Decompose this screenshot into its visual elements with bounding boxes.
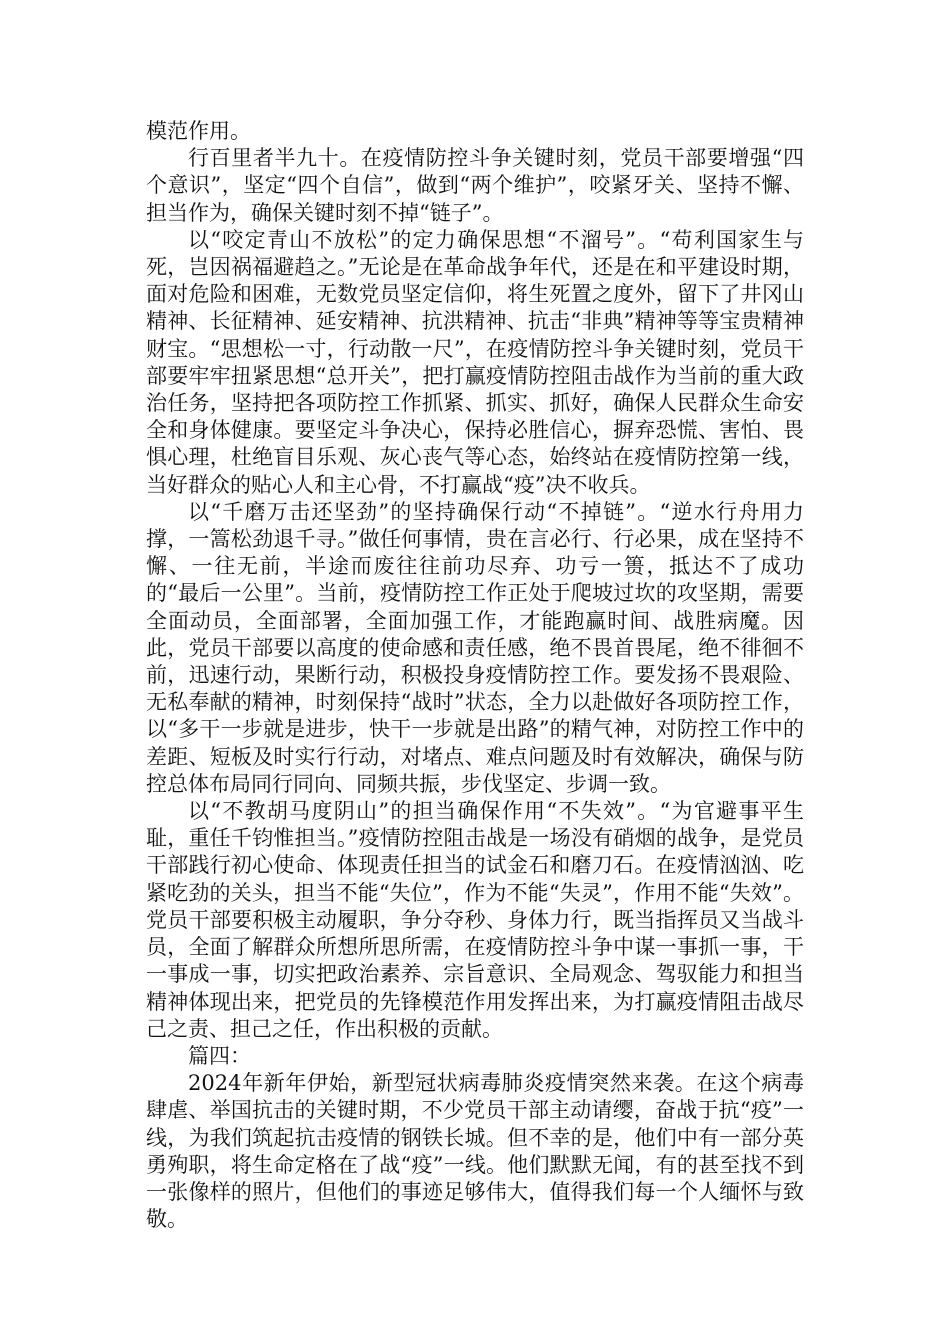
document-body: [146, 118, 804, 1233]
paragraph-1: 模范作用。: [146, 119, 251, 143]
paragraph-4: 以“千磨万击还坚劲”的坚持确保行动“不掉链”。“逆水行舟用力撑，一篙松劲退千寻。”做任何事情，贵在言必行、行必果，成在坚持不懈、一往无前，半途而废往往前功尽弃、功亏一篑，抵达不了成功的“最后一公里”。当前，疫情防控工作正处于爬坡过坎的攻坚期，需要全面动员，全面部署，全面加强工作，才能跑赢时间、战胜病魔。因此，党员干部要以高度的使命感和责任感，绝不畏首畏尾，绝不徘徊不前，迅速行动，果断行动，积极投身疫情防控工作。要发扬不畏艰险、无私奉献的精神，时刻保持“战时”状态，全力以赴做好各项防控工作，以“多干一步就是进步，快干一步就是出路”的精气神，对防控工作中的差距、短板及时实行行动，对堵点、难点问题及时有效解决，确保与防控总体布局同行同向、同频共振，步伐坚定、步调一致。: [146, 499, 804, 796]
paragraph-7: 2024年新年伊始，新型冠状病毒肺炎疫情突然来袭。在这个病毒肆虐、举国抗击的关键时期，不少党员干部主动请缨，奋战于抗“疫”一线，为我们筑起抗击疫情的钢铁长城。但不幸的是，他们中有一部分英勇殉职，将生命定格在了战“疫”一线。他们默默无闻，有的甚至找不到一张像样的照片，但他们的事迹足够伟大，值得我们每一个人缅怀与致敬。: [146, 1071, 804, 1232]
section-heading: 篇四：: [188, 1043, 251, 1068]
paragraph-3: 以“咬定青山不放松”的定力确保思想“不溜号”。“苟利国家生与死，岂因祸福避趋之。”无论是在革命战争年代，还是在和平建设时期，面对危险和困难，无数党员坚定信仰，将生死置之度外，留下了井冈山精神、长征精神、延安精神、抗洪精神、抗击“非典”精神等等宝贵精神财宝。“思想松一寸，行动散一尺”，在疫情防控斗争关键时刻，党员干部要牢牢扭紧思想“总开关”，把打赢疫情防控阻击战作为当前的重大政治任务，坚持把各项防控工作抓紧、抓实、抓好，确保人民群众生命安全和身体健康。要坚定斗争决心，保持必胜信心，摒弃恐慌、害怕、畏惧心理，杜绝盲目乐观、灰心丧气等心态，始终站在疫情防控第一线，当好群众的贴心人和主心骨，不打赢战“疫”决不收兵。: [146, 227, 804, 497]
paragraph-2: 行百里者半九十。在疫情防控斗争关键时刻，党员干部要增强“四个意识”，坚定“四个自信”，做到“两个维护”，咬紧牙关、坚持不懈、担当作为，确保关键时刻不掉“链子”。: [146, 146, 804, 225]
paragraph-5: 以“不教胡马度阴山”的担当确保作用“不失效”。“为官避事平生耻，重任千钧惟担当。”疫情防控阻击战是一场没有硝烟的战争，是党员干部践行初心使命、体现责任担当的试金石和磨刀石。在疫情汹汹、吃紧吃劲的关头，担当不能“失位”，作为不能“失灵”，作用不能“失效”。党员干部要积极主动履职，争分夺秒、身体力行，既当指挥员又当战斗员，全面了解群众所想所思所需，在疫情防控斗争中谋一事抓一事，干一事成一事，切实把政治素养、宗旨意识、全局观念、驾驭能力和担当精神体现出来，把党员的先锋模范作用发挥出来，为打赢疫情阻击战尽己之责、担己之任，作出积极的贡献。: [146, 799, 804, 1041]
